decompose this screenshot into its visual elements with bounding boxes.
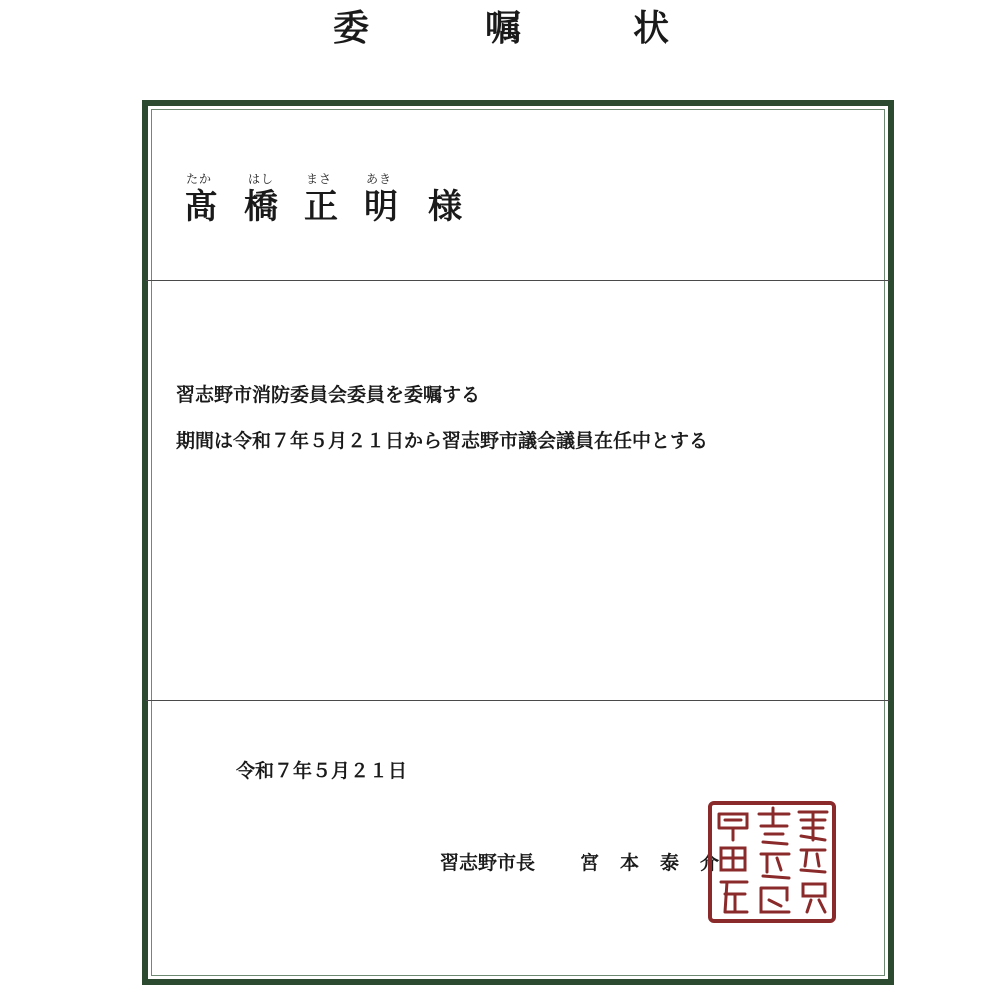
name-char: 明 <box>364 187 398 227</box>
name-char: 橋 <box>244 187 278 227</box>
issuer-name-char: 泰 <box>660 852 680 874</box>
divider-top <box>146 280 890 281</box>
title-char: 委 <box>333 8 370 49</box>
name-char: 髙 <box>184 187 218 227</box>
ruby-text: はし <box>248 172 275 186</box>
issuer-name-char: 宮 <box>580 852 600 874</box>
issue-date: 令和７年５月２１日 <box>236 760 408 782</box>
issuer-name-char: 本 <box>620 852 640 874</box>
title-char: 嘱 <box>485 8 522 49</box>
issuer-name-char: 介 <box>700 852 720 874</box>
ruby-text: あき <box>366 172 393 186</box>
ruby-text: たか <box>186 172 213 186</box>
document-title <box>0 4 1000 54</box>
seal-glyphs <box>719 808 827 912</box>
divider-bottom <box>146 700 890 701</box>
issuer-title: 習志野市長 <box>440 852 536 874</box>
ruby-text: まさ <box>306 172 333 186</box>
official-seal <box>707 800 837 924</box>
honorific: 様 <box>428 187 462 227</box>
name-char: 正 <box>304 187 338 227</box>
title-char: 状 <box>633 8 670 49</box>
term-text: 期間は令和７年５月２１日から習志野市議会議員在任中とする <box>176 430 709 452</box>
recipient-name <box>184 172 604 232</box>
appointment-text: 習志野市消防委員会委員を委嘱する <box>176 384 481 406</box>
